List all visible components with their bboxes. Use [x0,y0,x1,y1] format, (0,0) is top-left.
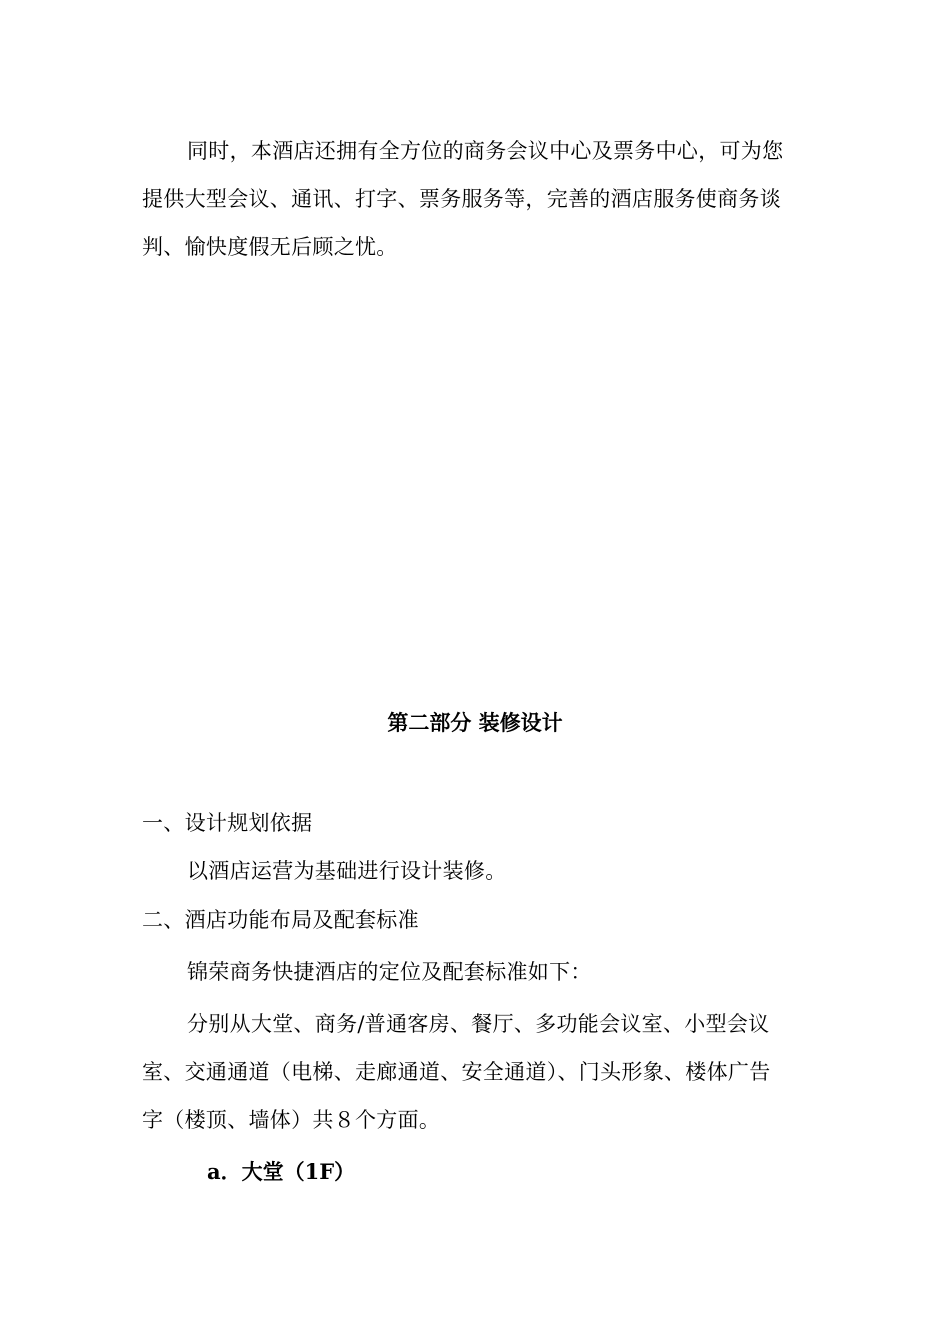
intro-paragraph-line-1: 同时，本酒店还拥有全方位的商务会议中心及票务中心，可为您 [187,139,784,163]
heading-function-layout: 二、酒店功能布局及配套标准 [142,908,419,932]
subheading-lobby: a．大堂（1F） [207,1159,356,1184]
paragraph-positioning: 锦荣商务快捷酒店的定位及配套标准如下： [187,960,592,984]
intro-paragraph-line-3: 判、愉快度假无后顾之忧。 [142,235,398,259]
section-title: 第二部分 装修设计 [387,710,563,735]
paragraph-aspects-line-2: 室、交通通道（电梯、走廊通道、安全通道）、门头形象、楼体广告 [142,1060,771,1084]
heading-design-basis: 一、设计规划依据 [142,811,313,835]
paragraph-design-basis: 以酒店运营为基础进行设计装修。 [187,859,507,883]
intro-paragraph-line-2: 提供大型会议、通讯、打字、票务服务等，完善的酒店服务使商务谈 [142,187,781,211]
paragraph-aspects-line-1: 分别从大堂、商务/普通客房、餐厅、多功能会议室、小型会议 [187,1012,770,1036]
paragraph-aspects-line-3: 字（楼顶、墙体）共８个方面。 [142,1108,441,1132]
